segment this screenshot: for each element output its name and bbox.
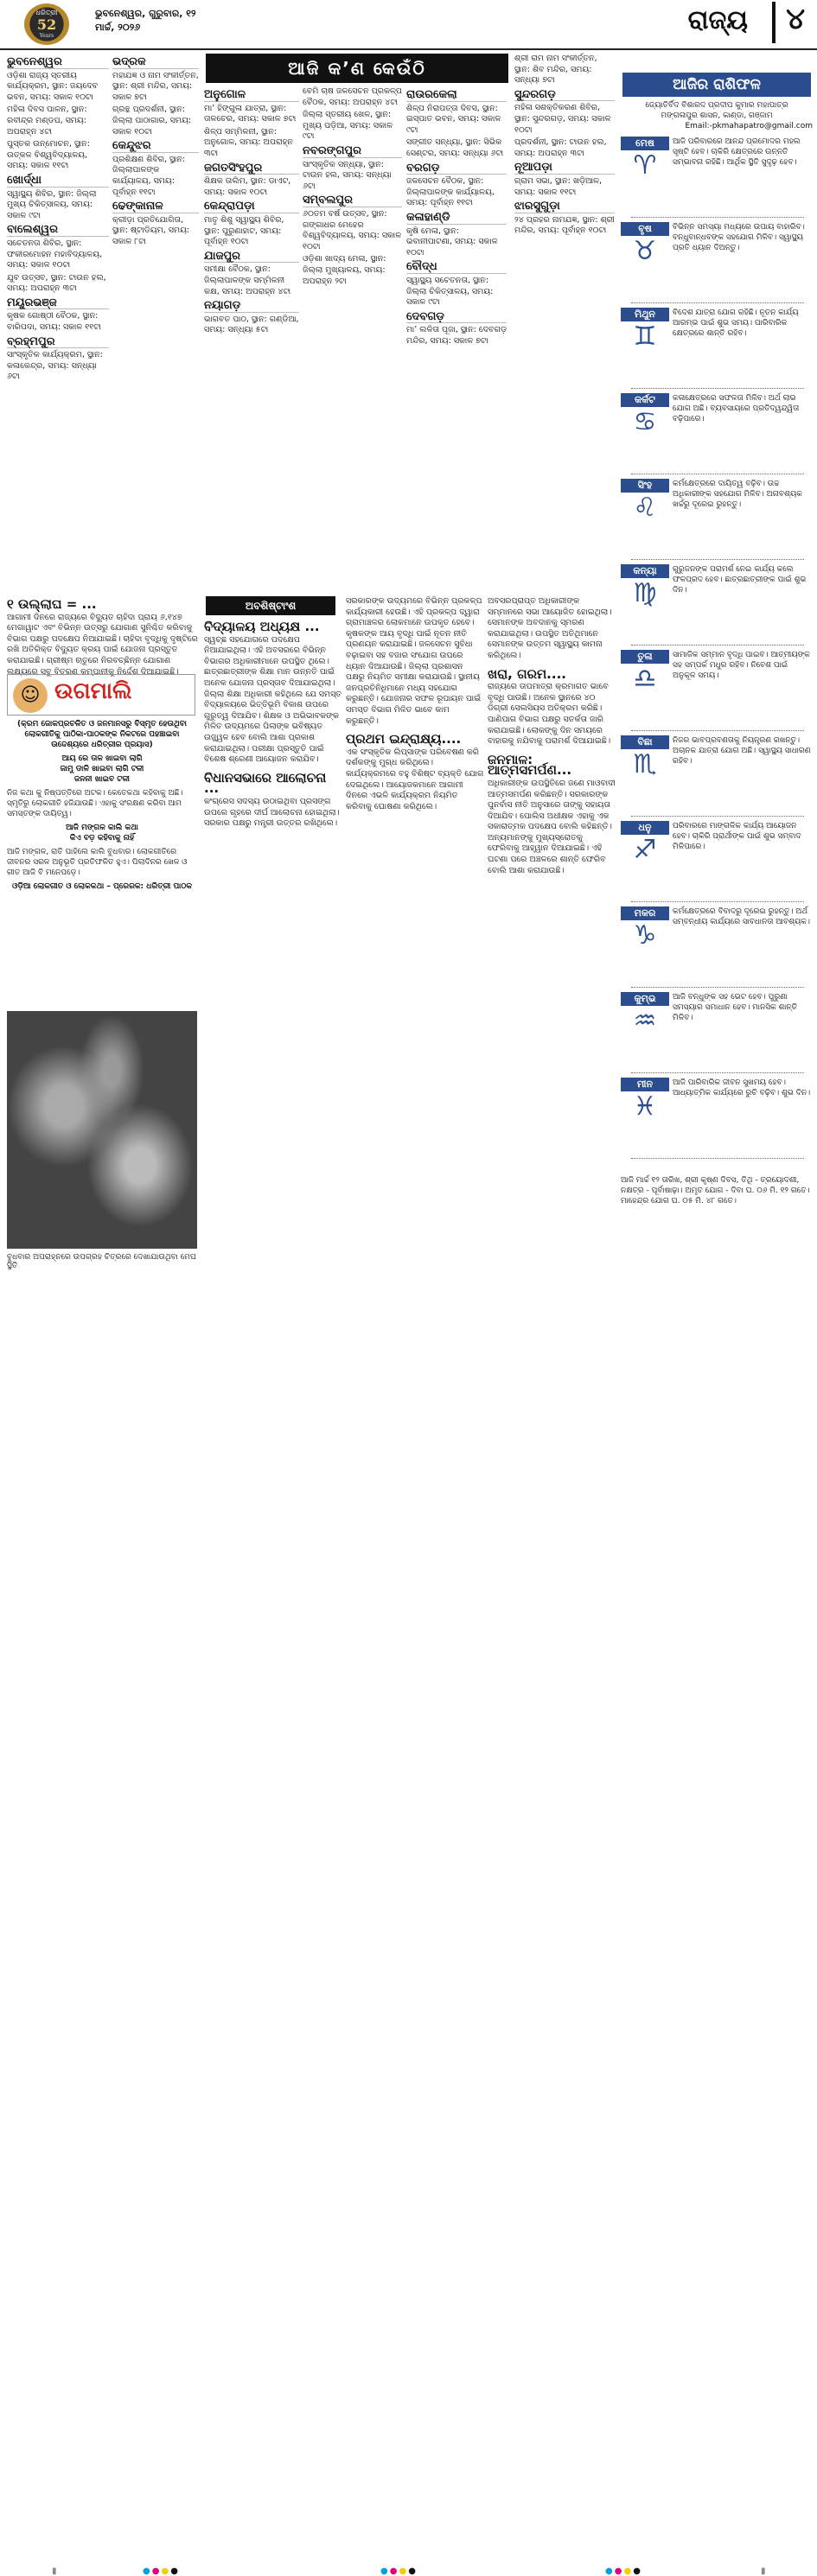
article-column-1 xyxy=(204,619,342,1275)
zodiac-divider xyxy=(631,816,804,817)
zodiac-divider xyxy=(631,1158,804,1159)
poem-line: ଜନନୀ ଖାଇବ ଟଳୀ xyxy=(74,775,130,784)
poem-line: ଜାମୁ ଡାଳି ଖାଇବା ଲାଗି ଟଳୀ xyxy=(60,765,144,773)
district-heading: ଭଦ୍ରକ xyxy=(112,57,199,69)
zodiac-label xyxy=(621,821,669,866)
zodiac-name: ଧନୁ xyxy=(621,821,669,835)
article-2-headline: ବିଧାନସଭାରେ ଆଲୋଚନା ... xyxy=(204,769,327,797)
article-6-body: ରାଜ୍ୟରେ ତାପମାତ୍ରା କ୍ରମାଗତ ଭାବେ ବୃଦ୍ଧି ପାଉଛି। ଅନେକ ସ୍ଥାନରେ ୪୦ ଡିଗ୍ରୀ ସେଲସିୟସ ଅତିକ୍ରମ କରିଛି। ପାଣିପାଗ ବିଭାଗ ପକ୍ଷରୁ ସତର୍କତା ଜାରି କରାଯାଇଛି। ଲୋକଙ୍କୁ ଦିନ ସମୟରେ ବାହାରକୁ ନଯିବାକୁ ପରାମର୍ଶ ଦିଆଯାଇଛି। xyxy=(488,682,611,747)
zodiac-label xyxy=(621,393,669,438)
folk-song-title: ଉଗମାଲି xyxy=(54,678,132,704)
event-item: ଜଳସେଚନ ବୈଠକ, ସ୍ଥାନ: ଜିଲ୍ଲାପାଳଙ୍କ କାର୍ଯ୍ୟାଳୟ, ସମୟ: ପୂର୍ବାହ୍ନ ୧୧ଟା xyxy=(406,176,495,208)
district-heading: ଖୋର୍ଦ୍ଧା xyxy=(7,175,109,188)
event-item: ଶିଳ୍ପ ସମ୍ମିଳନୀ, ସ୍ଥାନ: ଅନୁଗୋଳ, ସମୟ: ଅପରାହ୍ନ ୩ଟା xyxy=(204,126,293,158)
event-item: ସାଂସ୍କୃତିକ ସନ୍ଧ୍ୟା, ସ୍ଥାନ: ଟାଉନ ହଲ, ସମୟ: ସନ୍ଧ୍ୟା ୬ଟା xyxy=(303,159,392,191)
color-registration-mark: ●●●● xyxy=(605,2566,642,2576)
logo-brand: ଧରିତ୍ରୀ xyxy=(35,9,58,16)
color-registration-mark: ▮ xyxy=(52,2566,59,2576)
satellite-image xyxy=(7,1011,197,1249)
zodiac-name: ସିଂହ xyxy=(621,479,669,493)
event-item: ସ୍ୱାସ୍ଥ୍ୟ ଶିବିର, ସ୍ଥାନ: ଜିଲ୍ଲା ମୁଖ୍ୟ ଚିକିତ୍ସାଳୟ, ସମୟ: ସକାଳ ୯ଟା xyxy=(7,188,97,220)
zodiac-sign xyxy=(621,1078,813,1154)
logo-sub: Years xyxy=(39,33,54,39)
zodiac-name: କୁମ୍ଭ xyxy=(621,992,669,1006)
panchanga: ଆଜି ମାର୍ଚ୍ଚ ୧୨ ତାରିଖ, ଶ୍ରୀ କୃଷ୍ଣ ଦିବସ, ତିଥି - ତ୍ରୟୋଦଶୀ, ନକ୍ଷତ୍ର - ପୂର୍ବାଷାଢ଼ା। ଅମୃତ ଯୋଗ - ଦିବା ଘ. ୦୬ ମି. ୧୨ ଗତେ। ମାହେନ୍ଦ୍ର ଯୋଗ ଘ. ୦୫ ମି. ୪୮ ଗତେ। xyxy=(621,1176,810,1205)
article-6-headline: ଖରା, ଗରମ.... xyxy=(488,665,566,682)
page-number: ୪ xyxy=(772,2,805,43)
zodiac-sign xyxy=(621,308,813,385)
event-item: ମା’ ହିଙ୍ଗୁଳା ଯାତ୍ରା, ସ୍ଥାନ: ତାଳଚେର, ସମୟ: ସକାଳ ୭ଟା xyxy=(204,103,297,124)
color-registration-mark: ●●●● xyxy=(380,2566,418,2576)
zodiac-divider xyxy=(631,645,804,646)
event-item: କୃଷକ ଗୋଷ୍ଠୀ ବୈଠକ, ସ୍ଥାନ: ବାରିପଦା, ସମୟ: ସକାଳ ୧୧ଟା xyxy=(7,311,101,333)
zodiac-prediction: ବିଦେଶ ଯାତ୍ରା ଯୋଗ ରହିଛି। ନୂତନ କାର୍ଯ୍ୟ ଆରମ୍ଭ ପାଇଁ ଶୁଭ ସମୟ। ପାରିବାରିକ କ୍ଷେତ୍ରରେ ଶାନ୍ତି ରହିବ। xyxy=(673,308,799,339)
district-heading: ବୌଦ୍ଧ xyxy=(406,262,507,274)
zodiac-prediction: କର୍ମକ୍ଷେତ୍ରରେ ଦାୟିତ୍ୱ ବଢ଼ିବ। ଉଚ୍ଚ ଅଧିକାରୀଙ୍କ ସହଯୋଗ ମିଳିବ। ଅନାବଶ୍ୟକ ଖର୍ଚ୍ଚରୁ ଦୂରେଇ ରୁହନ୍ତୁ। xyxy=(673,480,802,510)
district-heading: ଢେଙ୍କାନାଳ xyxy=(112,201,199,213)
article-2-body: କଂଗ୍ରେସ ସଦସ୍ୟ ଉଠାଇଥିବା ପ୍ରସଙ୍ଗ ଉପରେ ଗୃହରେ ଦୀର୍ଘ ଆଲୋଚନା ହୋଇଥିଲା। ସରକାର ପକ୍ଷରୁ ମନ୍ତ୍ରୀ ଉତ୍ତର ରଖିଥିଲେ। xyxy=(204,796,340,829)
event-item: କୃଷି ମେଳା, ସ୍ଥାନ: ଭବାନୀପାଟଣା, ସମୟ: ସକାଳ ୧୦ଟା xyxy=(406,226,498,258)
zodiac-sign xyxy=(621,992,813,1069)
zodiac-divider xyxy=(631,217,804,218)
zodiac-divider xyxy=(631,559,804,560)
zodiac-label xyxy=(621,1078,669,1123)
zodiac-name: କର୍କଟ xyxy=(621,393,669,407)
district-heading: କେନ୍ଦୁଝର xyxy=(112,141,199,153)
event-item: ମା’ ଲଳିତା ପୂଜା, ସ୍ଥାନ: ଦେବଗଡ଼ ମନ୍ଦିର, ସମୟ: ସକାଳ ୭ଟା xyxy=(406,325,507,346)
district-heading: ବାଲେଶ୍ୱର xyxy=(7,225,109,237)
poem-line: ଆଜି ମଙ୍ଗଳ କାଲି କଥା xyxy=(66,824,138,832)
event-item: ପୁସ୍ତକ ଉନ୍ମୋଚନ, ସ୍ଥାନ: ଉତ୍କଳ ବିଶ୍ୱବିଦ୍ୟାଳୟ, ସମୟ: ସକାଳ ୧୧ଟା xyxy=(7,139,90,171)
zodiac-sign xyxy=(621,650,813,727)
dateline: ଭୁବନେଶ୍ୱର, ଗୁରୁବାର, ୧୨ ମାର୍ଚ୍ଚ, ୨୦୨୬ xyxy=(95,8,196,33)
event-item: ମହିଳା ଦିବସ ପାଳନ, ସ୍ଥାନ: ରବୀନ୍ଦ୍ର ମଣ୍ଡପ, ସମୟ: ଅପରାହ୍ନ ୪ଟା xyxy=(7,105,87,137)
events-column-1 xyxy=(7,54,109,589)
event-item: କ୍ରୀଡ଼ା ପ୍ରତିଯୋଗିତା, ସ୍ଥାନ: ଷ୍ଟାଡିୟମ, ସମୟ: ସକାଳ ୮ଟା xyxy=(112,214,190,246)
event-item: ଭାଗବତ ପାଠ, ସ୍ଥାନ: ଗଣ୍ଡିଆ, ସମୟ: ସନ୍ଧ୍ୟା ୫ଟା xyxy=(204,314,299,335)
event-item: ସାଂସ୍କୃତିକ କାର୍ଯ୍ୟକ୍ରମ, ସ୍ଥାନ: କଳାକେନ୍ଦ୍ର, ସମୟ: ସନ୍ଧ୍ୟା ୬ଟା xyxy=(7,350,103,382)
district-heading: ବରଗଡ଼ xyxy=(406,163,507,175)
event-item: ମହାଯଜ୍ଞ ଓ ନାମ ସଂକୀର୍ତ୍ତନ, ସ୍ଥାନ: ଶ୍ରୀ ମନ୍ଦିର, ସମୟ: ସକାଳ ୭ଟା xyxy=(112,70,199,102)
district-heading: ବ୍ରହ୍ମପୁର xyxy=(7,337,109,349)
zodiac-symbol-icon: ♎ xyxy=(633,664,657,694)
continued-banner: ଅବଶିଷ୍ଟାଂଶ xyxy=(206,596,335,615)
zodiac-symbol-icon: ♌ xyxy=(633,493,657,523)
zodiac-prediction: କଳାକ୍ଷେତ୍ରରେ ସଫଳତା ମିଳିବ। ଅର୍ଥ ଲାଭ ଯୋଗ ଅଛି। ବ୍ୟବସାୟରେ ପ୍ରତିଦ୍ୱନ୍ଦ୍ୱିତା ବଢ଼ିପାରେ। xyxy=(673,394,800,424)
zodiac-prediction: ଆଜି ପାରିବାରିକ ଜୀବନ ସୁଖମୟ ହେବ। ଆଧ୍ୟାତ୍ମିକ କାର୍ଯ୍ୟରେ ରୁଚି ବଢ଼ିବ। ଶୁଭ ଦିନ। xyxy=(673,1078,811,1098)
zodiac-sign xyxy=(621,821,813,898)
zodiac-symbol-icon: ♏ xyxy=(633,749,657,779)
events-column-6 xyxy=(514,54,615,589)
district-heading: ରାଉରକେଲା xyxy=(406,90,507,102)
event-item: ଓଡ଼ିଶା ଖାଦ୍ୟ ମେଳା, ସ୍ଥାନ: ଜିଲ୍ଲା ମୁଖ୍ୟାଳୟ, ସମୟ: ଅପରାହ୍ନ ୨ଟା xyxy=(303,254,386,286)
zodiac-name: ମେଷ xyxy=(621,137,669,150)
district-heading: ନୂଆପଡ଼ା xyxy=(514,162,615,175)
district-heading: ନୟାଗଡ଼ xyxy=(204,301,299,313)
zodiac-divider xyxy=(631,730,804,731)
print-marks xyxy=(0,1282,817,2576)
zodiac-label xyxy=(621,650,669,695)
event-item: ଓଡ଼ିଶା ରାଜ୍ୟ ସ୍ତରୀୟ କାର୍ଯ୍ୟକ୍ରମ, ସ୍ଥାନ: ଜୟଦେବ ଭବନ, ସମୟ: ସକାଳ ୧୦ଟା xyxy=(7,70,99,102)
zodiac-name: ମକର xyxy=(621,906,669,920)
zodiac-sign xyxy=(621,735,813,812)
zodiac-divider xyxy=(631,388,804,389)
page-title: ରାଜ୍ୟ xyxy=(687,5,748,35)
zodiac-sign xyxy=(621,479,813,556)
zodiac-divider xyxy=(631,901,804,902)
event-item: ପ୍ରଦର୍ଶନୀ, ସ୍ଥାନ: ଟାଉନ ହଲ, ସମୟ: ଅପରାହ୍ନ ୩ଟା xyxy=(514,137,607,158)
event-item: ମହିଳା ସଶକ୍ତିକରଣ ଶିବିର, ସ୍ଥାନ: ସୁନ୍ଦରଗଡ଼, ସମୟ: ସକାଳ ୧୦ଟା xyxy=(514,103,611,135)
zodiac-symbol-icon: ♉ xyxy=(633,236,657,266)
zodiac-label xyxy=(621,479,669,524)
article-3-body: ସରକାରଙ୍କ ଉଦ୍ୟମରେ ବିଭିନ୍ନ ପ୍ରକଳ୍ପ କାର୍ଯ୍ୟକାରୀ ହେଉଛି। ଏହି ପ୍ରକଳ୍ପ ଦ୍ୱାରା ଗ୍ରାମାଞ୍ଚଳର ଲୋକମାନେ ଉପକୃତ ହେବେ। କୃଷକଙ୍କ ଆୟ ବୃଦ୍ଧି ପାଇଁ ନୂତନ ନୀତି ପ୍ରଣୟନ କରାଯାଇଛି। ଜଳସେଚନ ସୁବିଧା ବଢ଼ାଇବା ସହ ବଜାର ସଂଯୋଗ ଉପରେ ଧ୍ୟାନ ଦିଆଯାଉଛି। ଜିଲ୍ଲା ପ୍ରଶାସନ ପକ୍ଷରୁ ନିୟମିତ ସମୀକ୍ଷା କରାଯାଉଛି। ସ୍ଥାନୀୟ ଜନପ୍ରତିନିଧିମାନେ ମଧ୍ୟ ସହଯୋଗ କରୁଛନ୍ତି। ଯୋଜନାର ସଫଳ ରୂପାୟନ ପାଇଁ ସମସ୍ତ ବିଭାଗ ମିଳିତ ଭାବେ କାମ କରୁଛନ୍ତି। xyxy=(346,596,482,726)
event-item: ଶିକ୍ଷକ ତାଲିମ, ସ୍ଥାନ: ଡାଏଟ, ସମୟ: ସକାଳ ୧୦ଟା xyxy=(204,176,291,197)
zodiac-name: ବିଛା xyxy=(621,735,669,749)
zodiac-symbol-icon: ♑ xyxy=(633,920,657,951)
zodiac-prediction: ସାମାଜିକ ସମ୍ମାନ ବୃଦ୍ଧି ପାଇବ। ଆତ୍ମୀୟଙ୍କ ସହ ସମ୍ପର୍କ ମଧୁର ରହିବ। ନିବେଶ ପାଇଁ ଅନୁକୂଳ ସମୟ। xyxy=(673,651,810,681)
rashifala-intro xyxy=(621,100,813,131)
zodiac-symbol-icon: ♈ xyxy=(633,150,657,181)
event-item: ବେମି ଚାଷ ଜଳସେଚନ ପ୍ରକଳ୍ପ ବୈଠକ, ସମୟ: ଅପରାହ୍ନ ୪ଟା xyxy=(303,86,402,107)
zodiac-label xyxy=(621,564,669,609)
astrologer-name: ଜ୍ୟୋତିର୍ବିଦ ବିଶାରଦ ପ୍ରଦୀପ କୁମାର ମହାପାତ୍ର xyxy=(645,101,788,110)
event-item: ଜିଲ୍ଲା ସ୍ତରୀୟ ଖେଳ, ସ୍ଥାନ: ମୁଖ୍ୟ ପଡ଼ିଆ, ସମୟ: ସକାଳ ୯ଟା xyxy=(303,110,393,142)
district-heading: ଝାରସୁଗୁଡ଼ା xyxy=(514,201,615,213)
left-news-headline: ୧ ଉଲ୍ଲାଘ = ... xyxy=(7,596,97,612)
district-heading: ଜଗତସିଂହପୁର xyxy=(204,163,299,175)
folk-poem-2 xyxy=(7,823,197,843)
cartoon-faces-icon: ☺ xyxy=(13,678,48,713)
zodiac-name: କନ୍ୟା xyxy=(621,564,669,578)
article-column-2 xyxy=(346,596,484,1275)
events-column-3 xyxy=(204,86,299,589)
zodiac-symbol-icon: ♒ xyxy=(633,1006,657,1036)
zodiac-divider xyxy=(631,302,804,303)
color-registration-mark: ▮ xyxy=(761,2566,768,2576)
zodiac-sign xyxy=(621,564,813,641)
zodiac-symbol-icon: ♍ xyxy=(633,578,657,608)
zodiac-prediction: ପରିବାରରେ ମାଙ୍ଗଳିକ କାର୍ଯ୍ୟ ଆୟୋଜନ ହେବ। ଚାକିରି ପ୍ରାର୍ଥୀଙ୍କ ପାଇଁ ଶୁଭ ସମ୍ବାଦ ମିଳିପାରେ। xyxy=(673,822,801,852)
zodiac-label xyxy=(621,308,669,353)
zodiac-name: ମୀନ xyxy=(621,1078,669,1091)
zodiac-symbol-icon: ♓ xyxy=(633,1091,657,1122)
zodiac-label xyxy=(621,735,669,780)
event-item: ଶ୍ରୀ ରାମ ନାମ ସଂକୀର୍ତ୍ତନ, ସ୍ଥାନ: ଶିବ ମନ୍ଦିର, ସମୟ: ସନ୍ଧ୍ୟା ୭ଟା xyxy=(514,54,597,86)
zodiac-prediction: କର୍ମକ୍ଷେତ୍ରରେ ବିବାଦରୁ ଦୂରେଇ ରୁହନ୍ତୁ। ଅର୍ଥ ସମ୍ବନ୍ଧୀୟ କାର୍ଯ୍ୟରେ ସାବଧାନତା ଆବଶ୍ୟକ। xyxy=(673,907,810,927)
folk-body-2: ଆଜି ମଙ୍ଗଳ, ରାତି ପାହିଲେ କାଲି ବୁଧବାର। ଲୋକଗୀତିରେ ଜୀବନର ସରଳ ଅନୁଭୂତି ପ୍ରତିଫଳିତ ହୁଏ। ପିଲାଦିନର ଖେଳ ଓ ଗୀତ ଆଜି ବି ମନେପଡ଼େ। xyxy=(7,848,188,877)
zodiac-symbol-icon: ♊ xyxy=(633,321,657,352)
events-column-5 xyxy=(406,86,507,589)
zodiac-label xyxy=(621,992,669,1037)
satellite-caption: ବୁଧବାର ଅପରାହ୍ନରେ ଉପଗ୍ରହ ଚିତ୍ରରେ ଦେଖାଯାଉଥିବା ମେଘ ସ୍ଥିତି xyxy=(7,1253,196,1270)
zodiac-name: ତୁଳା xyxy=(621,650,669,664)
district-heading: ସମ୍ବଲପୁର xyxy=(303,195,402,207)
poem-line: କିଏ ବଡ଼ କହିବାକୁ ନାହିଁ xyxy=(69,834,135,843)
district-heading: କେନ୍ଦ୍ରାପଡ଼ା xyxy=(204,201,299,213)
events-column-4 xyxy=(303,86,402,589)
article-1-headline: ବିଦ୍ୟାଳୟ ଅଧ୍ୟକ୍ଷ ... xyxy=(204,619,320,634)
left-news-body: ଆଗାମୀ ଦିନରେ ରାଜ୍ୟରେ ବିଦ୍ୟୁତ ଚାହିଦା ପ୍ରାୟ ୬,୧୪୭ ମେଗାୱାଟ ଏବଂ ବିଭିନ୍ନ ଉତ୍ସରୁ ଯୋଗାଣ ସୁନିଶ୍ଚିତ କରିବାକୁ ବିଭାଗ ପକ୍ଷରୁ ପଦକ୍ଷେପ ନିଆଯାଇଛି। ଚାହିଦା ବୃଦ୍ଧିକୁ ଦୃଷ୍ଟିରେ ରଖି ଅତିରିକ୍ତ ବିଦ୍ୟୁତ କ୍ରୟ ପାଇଁ ଯୋଜନା ପ୍ରସ୍ତୁତ କରାଯାଇଛି। ଗ୍ରୀଷ୍ମ ଋତୁରେ ନିରବଚ୍ଛିନ୍ନ ଯୋଗାଣ ଲକ୍ଷ୍ୟରେ ସବୁ ବିତରଣ କମ୍ପାନୀକୁ ନିର୍ଦ୍ଦେଶ ଦିଆଯାଇଛି। xyxy=(7,612,198,677)
event-item: ଗ୍ରନ୍ଥ ପ୍ରଦର୍ଶନୀ, ସ୍ଥାନ: ଜିଲ୍ଲା ପାଠାଗାର, ସମୟ: ସକାଳ ୧୦ଟା xyxy=(112,105,192,137)
event-item: ୨୪ ପ୍ରହର ନାମଯଜ୍ଞ, ସ୍ଥାନ: ଶ୍ରୀ ମନ୍ଦିର, ସମୟ: ପୂର୍ବାହ୍ନ ୧୦ଟା xyxy=(514,214,615,236)
zodiac-divider xyxy=(631,1072,804,1073)
zodiac-symbol-icon: ♋ xyxy=(633,407,657,437)
district-heading: ଅନୁଗୋଳ xyxy=(204,90,299,102)
folk-credit: ଓଡ଼ିଆ ଲୋକଗୀତ ଓ ଲୋକକଥା – ପ୍ରେରକ: ଧରିତ୍ରୀ ପାଠକ xyxy=(12,882,192,891)
zodiac-symbol-icon: ♐ xyxy=(633,835,657,865)
event-item: ପ୍ରଶିକ୍ଷଣ ଶିବିର, ସ୍ଥାନ: ଜିଲ୍ଲାପାଳଙ୍କ କାର୍ଯ୍ୟାଳୟ, ସମୟ: ପୂର୍ବାହ୍ନ ୧୧ଟା xyxy=(112,154,186,197)
zodiac-prediction: ନିଜର ଭାବପ୍ରବଣତାକୁ ନିୟନ୍ତ୍ରଣ ରଖନ୍ତୁ। ଅଚାନକ ଯାତ୍ରା ଯୋଗ ଅଛି। ସ୍ୱାସ୍ଥ୍ୟ ସାଧାରଣ ରହିବ। xyxy=(673,736,811,766)
district-heading: ଭୁବନେଶ୍ୱର xyxy=(7,57,109,69)
rashifala-title: ଆଜିର ରାଶିଫଳ xyxy=(622,73,811,97)
folk-song-subtitle: (କ୍ରମ ଜୋକପ୍ରଚଳିତ ଓ ଜନମାନସରୁ ବିସ୍ମୃତ ହେଉଥିବା ଲୋକଗୀତିକୁ ପାଠିକା-ପାଠକଙ୍କ ନିକଟରେ ପହଞ୍ଚାଇବା ଉଦ୍ଦେଶ୍ୟରେ ଧରିତ୍ରୀର ପ୍ରୟାସ) xyxy=(17,720,187,749)
event-item: ମାତୃ ଶିଶୁ ସ୍ୱାସ୍ଥ୍ୟ ଶିବିର, ସ୍ଥାନ: ପୁରୁଣାହାଟ, ସମୟ: ପୂର୍ବାହ୍ନ ୧୦ଟା xyxy=(204,214,284,247)
event-item: ଗ୍ରାମ ସଭା, ସ୍ଥାନ: ଖଡ଼ିଆଳ, ସମୟ: ସକାଳ ୧୧ଟା xyxy=(514,175,603,197)
color-registration-mark: ●●●● xyxy=(143,2566,180,2576)
zodiac-prediction: ବିଭିନ୍ନ ସମସ୍ୟା ମଧ୍ୟରେ ଉପାୟ ବାହାରିବ। ବନ୍ଧୁବାନ୍ଧବଙ୍କ ସହଯୋଗ ମିଳିବ। ସ୍ୱାସ୍ଥ୍ୟ ପ୍ରତି ଧ୍ୟାନ ଦିଅନ୍ତୁ। xyxy=(673,223,805,253)
event-item: ଯୁବ ଉତ୍ସବ, ସ୍ଥାନ: ଟାଉନ ହଲ, ସମୟ: ଅପରାହ୍ନ ୩ଟା xyxy=(7,272,106,294)
newspaper-logo xyxy=(24,3,69,45)
page-header xyxy=(0,0,817,50)
article-7-body: ଅଧିକାରୀଙ୍କ ଉପସ୍ଥିତିରେ ଜଣେ ମାଓବାଦୀ ଆତ୍ମସମର୍ପଣ କରିଛନ୍ତି। ସରକାରଙ୍କ ପୁନର୍ବାସ ନୀତି ଅନୁସାରେ ତାଙ୍କୁ ସହାୟତା ଦିଆଯିବ। ପୋଲିସ ଅଧୀକ୍ଷକ ଏହାକୁ ଏକ ସକାରାତ୍ମକ ପଦକ୍ଷେପ ବୋଲି କହିଛନ୍ତି। ଅନ୍ୟମାନଙ୍କୁ ମୁଖ୍ୟସ୍ରୋତକୁ ଫେରିବାକୁ ଆହ୍ୱାନ ଦିଆଯାଇଛି। ଏହି ଘଟଣା ପରେ ଅଞ୍ଚଳରେ ଶାନ୍ତି ଫେରିବ ବୋଲି ଆଶା କରାଯାଉଛି। xyxy=(488,778,616,875)
event-item: ସଙ୍ଗୀତ ସନ୍ଧ୍ୟା, ସ୍ଥାନ: ସିଭିକ ସେଣ୍ଟର, ସମୟ: ସନ୍ଧ୍ୟା ୬ଟା xyxy=(406,137,504,158)
poem-line: ଆୟ ରେ ତାଳ ଖାଇବା ଲାଗି xyxy=(61,754,143,763)
article-column-3 xyxy=(488,596,616,1275)
zodiac-label xyxy=(621,137,669,181)
event-item: ସମୀକ୍ଷା ବୈଠକ, ସ୍ଥାନ: ଜିଲ୍ଲାପାଳଙ୍କ ସମ୍ମିଳନୀ କକ୍ଷ, ସମୟ: ଅପରାହ୍ନ ୪ଟା xyxy=(204,264,291,296)
district-heading: କଳାହାଣ୍ଡି xyxy=(406,213,507,225)
logo-years: 52 xyxy=(36,16,57,33)
zodiac-label xyxy=(621,906,669,951)
event-item: ସଚେତନତା ଶିବିର, ସ୍ଥାନ: ଫକୀରମୋହନ ମହାବିଦ୍ୟାଳୟ, ସମୟ: ସକାଳ ୧୦ଟା xyxy=(7,238,103,270)
folk-poem xyxy=(7,754,197,785)
folk-body: ନିଜ କଥା କୁ ନିଷ୍ପତ୍ତିରେ ଅଟକ। କେତେକଥା କହିବାକୁ ଅଛି। ସ୍ମୃତିରୁ ଲୋକଗୀତି ହଜିଯାଉଛି। ଏହାକୁ ସଂରକ୍ଷଣ କରିବା ଆମ ସମସ୍ତଙ୍କ ଦାୟିତ୍ୱ। xyxy=(7,789,183,818)
district-heading: ସୁନ୍ଦରଗଡ଼ xyxy=(514,90,615,102)
events-column-2 xyxy=(112,54,199,589)
zodiac-sign xyxy=(621,137,813,213)
left-news-block xyxy=(7,596,199,677)
folk-song-box xyxy=(7,674,195,716)
district-heading: ନବରଙ୍ଗପୁର xyxy=(303,146,402,158)
event-item: ଶିଳ୍ପ ନିରାପତ୍ତା ଦିବସ, ସ୍ଥାନ: ଇସ୍ପାତ ଭବନ, ସମୟ: ସକାଳ ୯ଟା xyxy=(406,103,501,135)
zodiac-name: ମିଥୁନ xyxy=(621,308,669,321)
article-5-body: ଅବସରପ୍ରାପ୍ତ ଅଧିକାରୀଙ୍କ ସମ୍ମାନରେ ସଭା ଆୟୋଜିତ ହୋଇଥିଲା। ସେମାନଙ୍କ ଅବଦାନକୁ ସ୍ମରଣ କରାଯାଇଥିଲା। ଉପସ୍ଥିତ ଅତିଥିମାନେ ସେମାନଙ୍କ ଉତ୍ତମ ସ୍ୱାସ୍ଥ୍ୟ କାମନା କରିଥିଲେ। xyxy=(488,596,612,660)
folk-song-content xyxy=(7,719,197,1008)
event-item: ସ୍ୱାସ୍ଥ୍ୟ ସଚେତନତା, ସ୍ଥାନ: ଜିଲ୍ଲା ଚିକିତ୍ସାଳୟ, ସମୟ: ସକାଳ ୯ଟା xyxy=(406,275,494,308)
zodiac-divider xyxy=(631,987,804,988)
zodiac-prediction: ଗୁରୁଜନଙ୍କ ପରାମର୍ଶ ନେଇ କାର୍ଯ୍ୟ କଲେ ଫଳପ୍ରଦ ହେବ। ଛାତ୍ରଛାତ୍ରୀଙ୍କ ପାଇଁ ଶୁଭ ଦିନ। xyxy=(673,565,807,595)
zodiac-sign xyxy=(621,222,813,299)
events-banner: ଆଜି କ’ଣ କେଉଁଠି xyxy=(206,54,508,83)
district-heading: ଯାଜପୁର xyxy=(204,251,299,264)
astrologer-email[interactable]: Email:-pkmahapatro@gmail.com xyxy=(685,122,813,130)
article-7-headline: ଜନମାଳ: ଆତ୍ମସମର୍ପଣ... xyxy=(488,751,572,779)
zodiac-sign xyxy=(621,393,813,470)
article-4-headline: ପ୍ରଥମ ଇନ୍ଦ୍ରାକ୍ଷ୍ୟ.... xyxy=(346,731,462,747)
zodiac-name: ବୃଷ xyxy=(621,222,669,236)
zodiac-prediction: ଆଜି ବନ୍ଧୁଙ୍କ ସହ ଭେଟ ହେବ। ପୁରୁଣା ସମସ୍ୟାର ସମାଧାନ ହେବ। ମାନସିକ ଶାନ୍ତି ମିଳିବ। xyxy=(673,993,798,1023)
astrologer-address: ମଙ୍ଗଳାପୁର ଶାସନ, କାଣ୍ଡା, ଗଞ୍ଜାମ xyxy=(661,111,773,120)
event-item: ୬୦ତମ ବର୍ଷ ଉତ୍ସବ, ସ୍ଥାନ: ଗଙ୍ଗାଧର ମେହେର ବିଶ୍ୱବିଦ୍ୟାଳୟ, ସମୟ: ସକାଳ ୧୦ଟା xyxy=(303,208,402,251)
district-heading: ଦେବଗଡ଼ xyxy=(406,312,507,324)
zodiac-label xyxy=(621,222,669,267)
article-4-body: ଏକ ସଂସ୍କୃତିକ ଲିପ୍ସାଙ୍କ ପରିବେଷଣ କରି ଦର୍ଶକଙ୍କୁ ମୁଗ୍ଧ କରିଥିଲେ। କାର୍ଯ୍ୟକ୍ରମରେ ବହୁ ବିଶିଷ୍ଟ ବ୍ୟକ୍ତି ଯୋଗ ଦେଇଥିଲେ। ଆୟୋଜକମାନେ ଆଗାମୀ ଦିନରେ ଏଭଳି କାର୍ଯ୍ୟକ୍ରମ ନିୟମିତ କରିବାକୁ ଘୋଷଣା କରିଥିଲେ। xyxy=(346,747,484,811)
article-1-body: ସ୍ୱଚ୍ଛ ସହଯୋଗରେ ପଦକ୍ଷେପ ନିଆଯାଇଥିଲା। ଏହି ଅବସରରେ ବିଭିନ୍ନ ବିଭାଗର ଅଧିକାରୀମାନେ ଉପସ୍ଥିତ ଥିଲେ। ଛାତ୍ରଛାତ୍ରୀଙ୍କ ଶିକ୍ଷା ମାନ ଉନ୍ନତି ପାଇଁ ଅନେକ ଯୋଜନା ପ୍ରସ୍ତାବ ଦିଆଯାଇଥିଲା। ଜିଲ୍ଲା ଶିକ୍ଷା ଅଧିକାରୀ କହିଥିଲେ ଯେ ସମସ୍ତ ବିଦ୍ୟାଳୟରେ ଭିତ୍ତିଭୂମି ବିକାଶ ଉପରେ ଗୁରୁତ୍ୱ ଦିଆଯିବ। ଶିକ୍ଷକ ଓ ଅଭିଭାବକଙ୍କ ମିଳିତ ଉଦ୍ୟମରେ ପିଲାଙ୍କ ଭବିଷ୍ୟତ ଉଜ୍ଜ୍ୱଳ ହେବ ବୋଲି ଆଶା ପ୍ରକାଶ କରାଯାଇଥିଲା। ପରୀକ୍ଷା ପ୍ରସ୍ତୁତି ପାଇଁ ବିଶେଷ ଶ୍ରେଣୀ ଆୟୋଜନ କରାଯିବ। xyxy=(204,634,342,765)
zodiac-sign xyxy=(621,906,813,983)
district-heading: ମୟୂରଭଞ୍ଜ xyxy=(7,298,109,310)
zodiac-prediction: ଆଜି ପରିବାରରେ ଆନନ୍ଦ ପ୍ରମୋଦର ମହଲ ସୃଷ୍ଟି ହେବ। ଚାକିରି କ୍ଷେତ୍ରରେ ଉନ୍ନତି ସମ୍ଭାବନା ରହିଛି। ଆର୍ଥିକ ସ୍ଥିତି ସୁଦୃଢ଼ ହେବ। xyxy=(673,137,801,168)
